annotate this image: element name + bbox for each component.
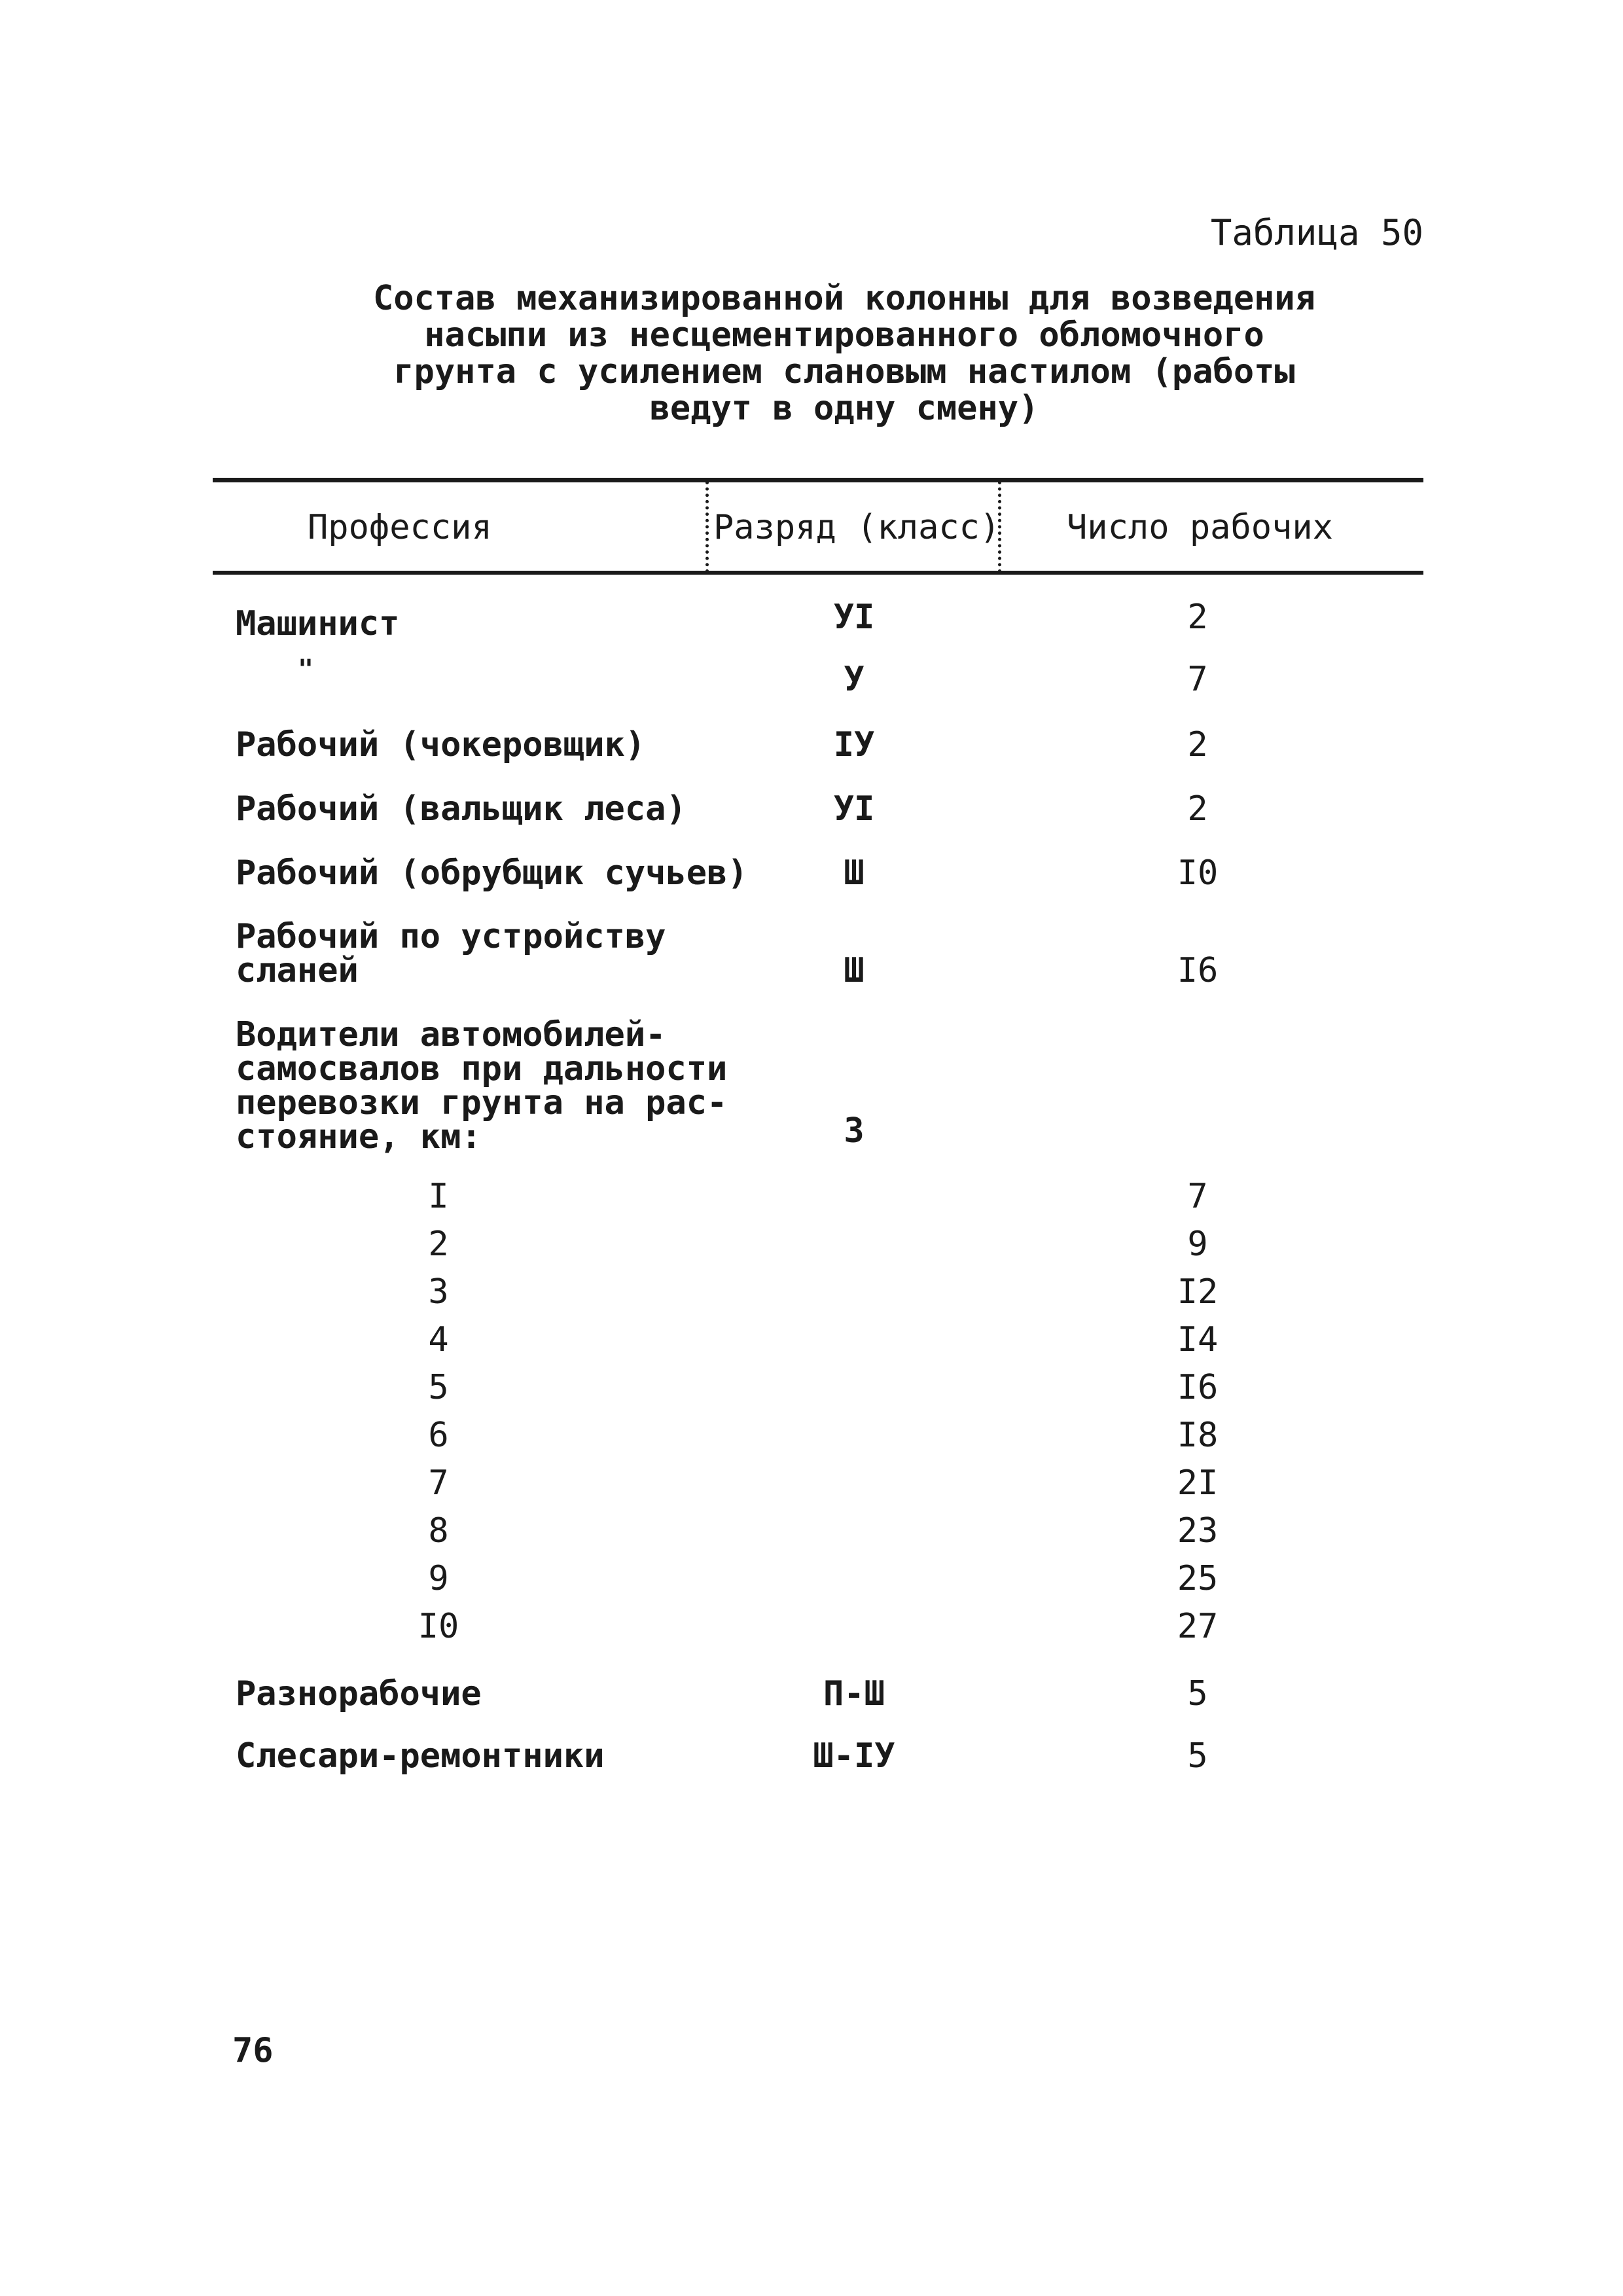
distance-count: I6 — [1177, 1368, 1219, 1407]
row-count: 2 — [1187, 789, 1208, 829]
distance-km: 2 — [428, 1225, 449, 1264]
column-separator-1 — [705, 481, 709, 573]
row-count: 7 — [1187, 660, 1208, 699]
table-label: Таблица 50 — [1210, 212, 1423, 253]
slani-count: I6 — [1177, 951, 1219, 990]
distance-km: I0 — [418, 1607, 459, 1646]
row-grade: УI — [833, 789, 875, 829]
row-count: 5 — [1187, 1674, 1208, 1713]
table-top-rule — [213, 478, 1423, 482]
distance-km: 5 — [428, 1368, 449, 1407]
row-profession: Рабочий (чокеровщик) — [236, 725, 646, 764]
slani-profession — [236, 917, 666, 990]
distance-count: 7 — [1187, 1177, 1208, 1216]
row-count: 5 — [1187, 1736, 1208, 1776]
row-grade: У — [844, 660, 865, 699]
drivers-profession-line: стояние, км: — [236, 1117, 482, 1157]
distance-km: 8 — [428, 1511, 449, 1551]
header-profession: Профессия — [308, 508, 492, 547]
distance-count: I4 — [1177, 1320, 1219, 1359]
slani-grade: Ш — [844, 951, 865, 990]
ditto-mark: " — [298, 655, 314, 685]
row-grade: IУ — [833, 725, 875, 764]
drivers-profession — [236, 1015, 728, 1157]
row-grade: П-Ш — [823, 1674, 885, 1713]
drivers-profession-line: Водители автомобилей- — [236, 1015, 666, 1054]
row-profession: Слесари-ремонтники — [236, 1736, 605, 1776]
table-title: Состав механизированной колонны для возведения насыпи из несцементированного обломочного грунта с усилением слановым настилом (работы ведут в одну смену) — [372, 279, 1316, 428]
distance-count: 9 — [1187, 1225, 1208, 1264]
distance-km: 7 — [428, 1463, 449, 1503]
distance-count: 27 — [1177, 1607, 1219, 1646]
row-grade: Ш-IУ — [813, 1736, 895, 1776]
drivers-grade: 3 — [844, 1111, 865, 1151]
table-header-rule — [213, 571, 1423, 575]
distance-km: 6 — [428, 1416, 449, 1455]
slani-profession-line: Рабочий по устройству — [236, 917, 666, 956]
row-grade: УI — [833, 598, 875, 637]
row-profession: Машинист — [236, 604, 400, 643]
distance-km: I — [428, 1177, 449, 1216]
row-profession: Рабочий (обрубщик сучьев) — [236, 853, 748, 893]
page-number: 76 — [232, 2031, 274, 2070]
distance-count: I2 — [1177, 1272, 1219, 1312]
row-profession: Рабочий (вальщик леса) — [236, 789, 687, 829]
distance-km: 9 — [428, 1559, 449, 1598]
row-grade: Ш — [844, 853, 865, 893]
header-count: Число рабочих — [1067, 508, 1333, 547]
row-count: I0 — [1177, 853, 1219, 893]
distance-count: 2I — [1177, 1463, 1219, 1503]
distance-count: I8 — [1177, 1416, 1219, 1455]
distance-km: 4 — [428, 1320, 449, 1359]
header-grade: Разряд (класс) — [713, 508, 1001, 547]
slani-profession-line: сланей — [236, 951, 359, 990]
drivers-profession-line: самосвалов при дальности — [236, 1049, 728, 1088]
row-count: 2 — [1187, 725, 1208, 764]
drivers-profession-line: перевозки грунта на рас- — [236, 1083, 728, 1122]
row-count: 2 — [1187, 598, 1208, 637]
distance-count: 25 — [1177, 1559, 1219, 1598]
distance-km: 3 — [428, 1272, 449, 1312]
distance-count: 23 — [1177, 1511, 1219, 1551]
row-profession: Разнорабочие — [236, 1674, 482, 1713]
